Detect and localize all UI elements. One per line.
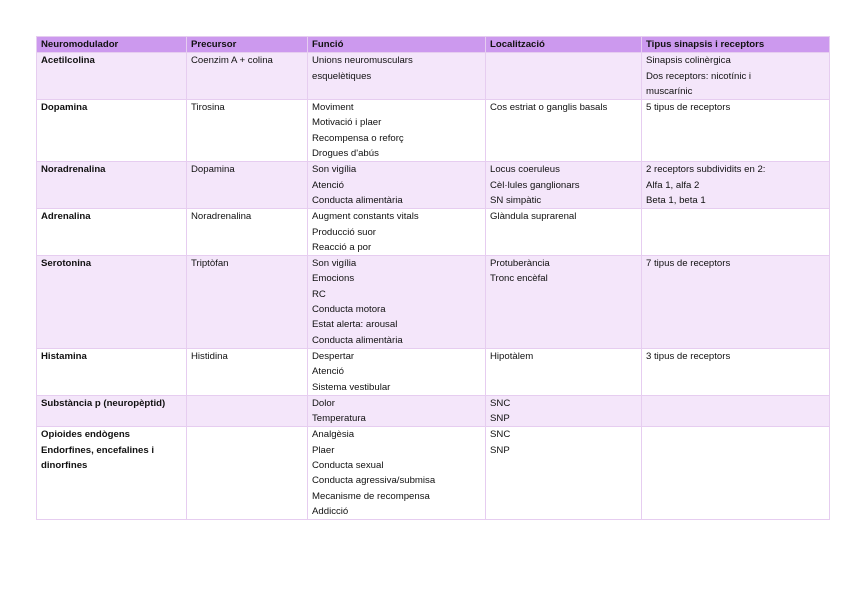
cell-line: Reacció a por — [312, 241, 372, 253]
neuromodulator-table — [36, 36, 830, 520]
cell-line: 5 tipus de receptors — [646, 102, 731, 114]
cell-line: Noradrenalina — [191, 211, 252, 223]
cell-precursor — [187, 100, 308, 162]
cell-precursor — [187, 53, 308, 100]
cell-line: SN simpàtic — [490, 194, 542, 206]
cell-neuromodulador — [37, 395, 187, 427]
cell-line: Conducta motora — [312, 304, 386, 316]
cell-line: dinorfines — [41, 460, 88, 472]
cell-line: Son vigília — [312, 164, 357, 176]
cell-precursor — [187, 348, 308, 395]
cell-line: Cos estriat o ganglis basals — [490, 102, 608, 114]
header-tipus-sinapsis: Tipus sinapsis i receptors — [642, 37, 830, 53]
cell-line: Glàndula suprarenal — [490, 211, 577, 223]
cell-line: Moviment — [312, 102, 354, 114]
cell-funcio — [308, 209, 486, 256]
cell-receptors — [642, 395, 830, 427]
cell-line: Atenció — [312, 179, 344, 191]
cell-receptors — [642, 256, 830, 349]
cell-line: Analgèsia — [312, 429, 355, 441]
cell-line: Noradrenalina — [41, 164, 106, 176]
cell-line: Son vigília — [312, 258, 357, 270]
cell-neuromodulador — [37, 162, 187, 209]
cell-line: Locus coeruleus — [490, 164, 560, 176]
cell-neuromodulador — [37, 100, 187, 162]
cell-line: Histidina — [191, 350, 228, 362]
cell-line: Triptòfan — [191, 258, 229, 270]
header-funcio: Funció — [308, 37, 486, 53]
cell-line: Conducta alimentària — [312, 194, 403, 206]
table-row — [37, 100, 830, 162]
cell-line: Drogues d'abús — [312, 148, 379, 160]
cell-receptors — [642, 427, 830, 520]
header-neuromodulador: Neuromodulador — [37, 37, 187, 53]
cell-funcio — [308, 100, 486, 162]
cell-line: Estat alerta: arousal — [312, 319, 398, 331]
cell-line: Emocions — [312, 273, 355, 285]
cell-line: Dopamina — [191, 164, 235, 176]
cell-line: Protuberància — [490, 258, 550, 270]
cell-receptors — [642, 209, 830, 256]
cell-localitzacio — [486, 209, 642, 256]
cell-line: muscarínic — [646, 85, 693, 97]
cell-funcio — [308, 427, 486, 520]
cell-line: Conducta sexual — [312, 460, 384, 472]
cell-line: Motivació i plaer — [312, 117, 382, 129]
cell-funcio — [308, 162, 486, 209]
table-row — [37, 162, 830, 209]
header-localitzacio: Localització — [486, 37, 642, 53]
table-row — [37, 427, 830, 520]
cell-receptors — [642, 100, 830, 162]
cell-precursor — [187, 427, 308, 520]
cell-localitzacio — [486, 162, 642, 209]
cell-line: Alfa 1, alfa 2 — [646, 179, 700, 191]
table-row — [37, 395, 830, 427]
cell-localitzacio — [486, 348, 642, 395]
table-header-row — [37, 37, 830, 53]
cell-line: esquelètiques — [312, 70, 372, 82]
cell-line: Acetilcolina — [41, 55, 95, 67]
cell-line: RC — [312, 288, 326, 300]
cell-line: Addicció — [312, 505, 349, 517]
cell-funcio — [308, 256, 486, 349]
cell-neuromodulador — [37, 209, 187, 256]
cell-line: 7 tipus de receptors — [646, 258, 731, 270]
cell-neuromodulador — [37, 348, 187, 395]
table-row — [37, 256, 830, 349]
cell-line: Conducta alimentària — [312, 334, 403, 346]
cell-line: Mecanisme de recompensa — [312, 490, 430, 502]
cell-line: SNC — [490, 397, 511, 409]
cell-line: Conducta agressiva/submisa — [312, 475, 436, 487]
cell-line: Substància p (neuropèptid) — [41, 397, 166, 409]
cell-line: Temperatura — [312, 413, 366, 425]
cell-line: Hipotàlem — [490, 350, 534, 362]
cell-line: Coenzim A + colina — [191, 55, 273, 67]
cell-line: Despertar — [312, 350, 355, 362]
cell-localitzacio — [486, 53, 642, 100]
cell-localitzacio — [486, 100, 642, 162]
cell-funcio — [308, 395, 486, 427]
cell-line: Tronc encèfal — [490, 273, 548, 285]
table-row — [37, 209, 830, 256]
cell-receptors — [642, 162, 830, 209]
cell-precursor — [187, 162, 308, 209]
header-precursor: Precursor — [187, 37, 308, 53]
cell-line: Recompensa o reforç — [312, 132, 404, 144]
cell-line: Tirosina — [191, 102, 225, 114]
cell-line: Beta 1, beta 1 — [646, 194, 706, 206]
cell-line: SNP — [490, 444, 510, 456]
cell-localitzacio — [486, 395, 642, 427]
cell-line: Sinapsis colinèrgica — [646, 55, 731, 67]
cell-line: Augment constants vitals — [312, 211, 419, 223]
cell-line: Sistema vestibular — [312, 381, 391, 393]
cell-line: SNP — [490, 413, 510, 425]
cell-line: Adrenalina — [41, 211, 91, 223]
cell-line: 3 tipus de receptors — [646, 350, 731, 362]
cell-line: Producció suor — [312, 226, 376, 238]
cell-line: Dos receptors: nicotínic i — [646, 70, 752, 82]
cell-line: SNC — [490, 429, 511, 441]
cell-funcio — [308, 53, 486, 100]
cell-line: Opioides endògens — [41, 429, 131, 441]
cell-neuromodulador — [37, 427, 187, 520]
cell-line: Dolor — [312, 397, 335, 409]
cell-line: Serotonina — [41, 258, 92, 270]
cell-line: Unions neuromusculars — [312, 55, 413, 67]
table-row — [37, 348, 830, 395]
cell-neuromodulador — [37, 53, 187, 100]
cell-line: Atenció — [312, 366, 344, 378]
cell-line: Cèl·lules ganglionars — [490, 179, 580, 191]
cell-precursor — [187, 395, 308, 427]
cell-funcio — [308, 348, 486, 395]
table-row — [37, 53, 830, 100]
cell-line: Plaer — [312, 444, 335, 456]
cell-precursor — [187, 256, 308, 349]
cell-neuromodulador — [37, 256, 187, 349]
cell-localitzacio — [486, 256, 642, 349]
cell-precursor — [187, 209, 308, 256]
cell-line: 2 receptors subdividits en 2: — [646, 164, 766, 176]
cell-receptors — [642, 53, 830, 100]
cell-line: Histamina — [41, 350, 87, 362]
cell-line: Endorfines, encefalines i — [41, 444, 155, 456]
cell-line: Dopamina — [41, 102, 88, 114]
cell-receptors — [642, 348, 830, 395]
cell-localitzacio — [486, 427, 642, 520]
